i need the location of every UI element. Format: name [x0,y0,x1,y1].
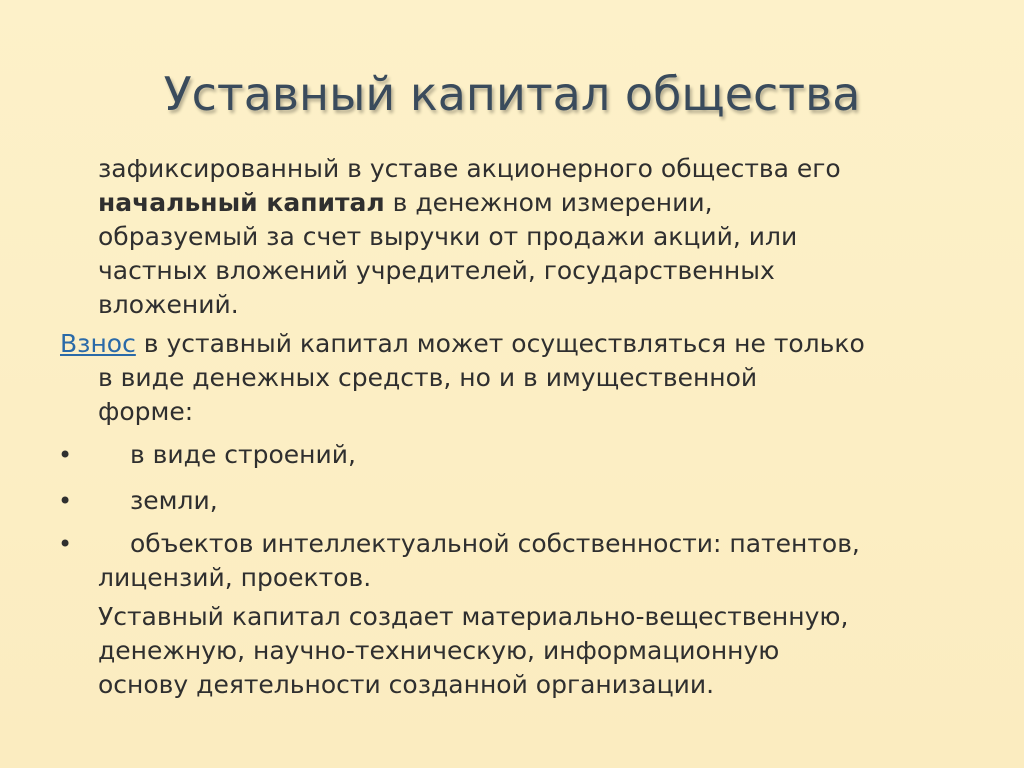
bullet-item-1: в виде строений, [130,440,356,469]
para2-line1-rest: в уставный капитал может осуществляться не только [135,329,865,358]
para1-line4: частных вложений учредителей, государственных [98,256,775,285]
slide-title: Уставный капитал общества [163,67,861,121]
para1-line1: зафиксированный в уставе акционерного общества его [98,154,841,183]
vznos-link[interactable]: Взнос [60,329,136,358]
bullet-marker-3: • [58,530,73,558]
para2-line3: форме: [98,397,194,426]
bullet-marker-2: • [58,487,73,515]
para1-line3: образуемый за счет выручки от продажи акций, или [98,222,798,251]
para3-line1: Уставный капитал создает материально-вещественную, [98,602,849,631]
para3-line2: денежную, научно-техническую, информационную [98,636,780,665]
para1-line2 [98,186,713,220]
para3-line3: основу деятельности созданной организации. [98,670,715,699]
para2-line2: в виде денежных средств, но и в имущественной [98,363,758,392]
bullet-item-3-cont: лицензий, проектов. [98,563,372,592]
para1-line2-rest: в денежном измерении, [384,188,713,217]
bullet-item-3: объектов интеллектуальной собственности: патентов, [130,529,860,558]
bullet-marker-1: • [58,441,73,469]
para2-line1 [60,327,865,361]
bullet-item-2: земли, [130,486,218,515]
para1-line5: вложений. [98,290,239,319]
para1-bold-term: начальный капитал [98,188,385,217]
